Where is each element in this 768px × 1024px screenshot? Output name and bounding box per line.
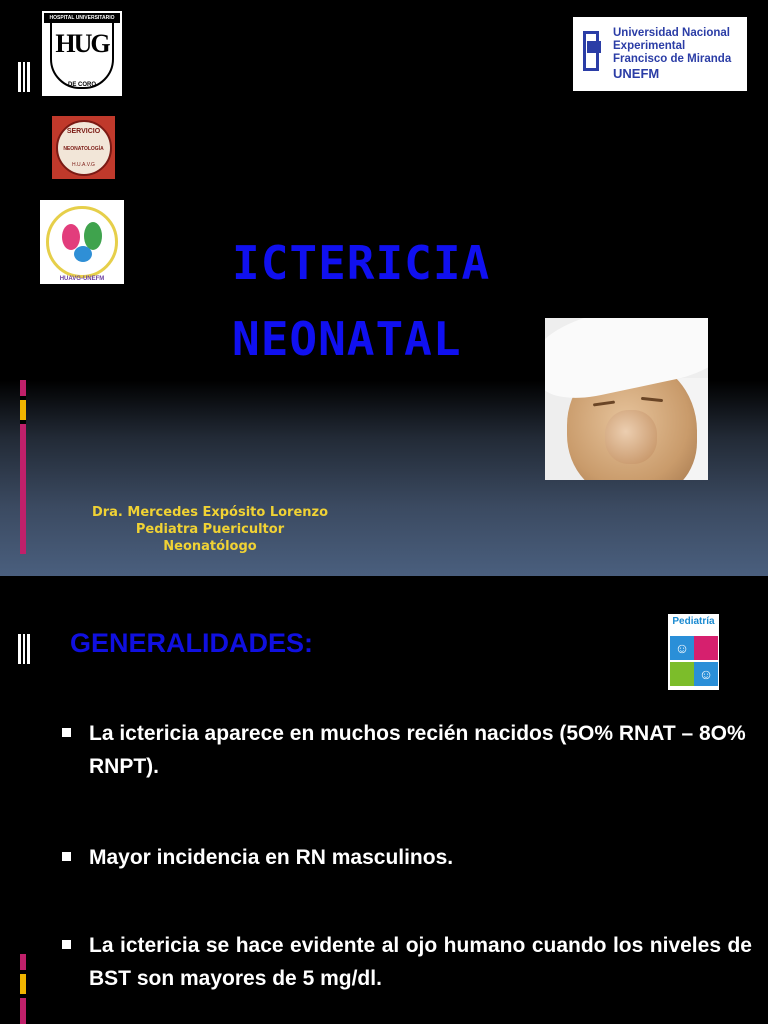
hospital-logo-mark: HUG: [55, 29, 109, 58]
hospital-logo-band: HOSPITAL UNIVERSITARIO: [44, 13, 120, 23]
slide-title-line-1: ICTERICIA: [232, 236, 491, 290]
child-icon: ☺: [694, 662, 718, 686]
unefm-line-3: Francisco de Miranda: [613, 53, 732, 65]
left-accent-strip: [20, 954, 26, 1024]
unefm-line-4: UNEFM: [613, 66, 660, 81]
list-item: [62, 717, 752, 783]
slide-edge-marker: [18, 62, 30, 92]
pediatria-logo: [668, 614, 719, 690]
postgrad-logo-caption: HUAVG-UNEFM: [59, 276, 105, 282]
section-heading: GENERALIDADES:: [70, 628, 314, 658]
neonatology-seal-middle: NEONATOLOGÍA: [63, 145, 104, 152]
hospital-logo: [42, 11, 122, 96]
list-item-text: Mayor incidencia en RN masculinos.: [89, 846, 454, 869]
slide-edge-marker: [18, 634, 30, 664]
unefm-logo: [573, 17, 747, 91]
bullet-square-icon: [62, 728, 71, 737]
color-block-icon: [670, 662, 694, 686]
author-name: Dra. Mercedes Expósito Lorenzo: [91, 505, 329, 520]
author-role-2: Neonatólogo: [163, 539, 257, 554]
postgrad-ring-icon: [46, 206, 118, 278]
list-item: [62, 929, 752, 995]
pediatrics-postgrad-logo: [40, 200, 124, 284]
neonatology-service-logo: [52, 116, 115, 179]
neonatology-seal-bottom: H.U.A.V.G: [72, 161, 95, 168]
generalities-slide: [0, 576, 768, 1024]
color-block-icon: [694, 636, 718, 660]
newborn-photo: [545, 318, 708, 480]
child-figure-icon: [62, 224, 80, 250]
list-item-text: La ictericia aparece en muchos recién nacidos (5O% RNAT – 8O% RNPT).: [89, 722, 746, 778]
child-figure-icon: [74, 246, 92, 262]
pediatria-logo-word: Pediatría: [672, 616, 715, 627]
unefm-line-2: Experimental: [613, 40, 686, 52]
list-item-text: La ictericia se hace evidente al ojo humano cuando los niveles de BST son mayores de 5 mg/dl.: [89, 934, 752, 990]
hospital-logo-subtitle: DE CORO: [67, 82, 96, 88]
unefm-line-1: Universidad Nacional: [613, 27, 730, 39]
list-item: [62, 841, 752, 874]
neonatology-seal-icon: [56, 120, 112, 176]
slide-title-line-2: NEONATAL: [232, 312, 462, 366]
neonatology-seal-top: SERVICIO: [66, 127, 101, 135]
unefm-emblem-block: [587, 41, 601, 53]
child-icon: ☺: [670, 636, 694, 660]
author-role-1: Pediatra Puericultor: [135, 522, 285, 537]
bullet-square-icon: [62, 940, 71, 949]
bullet-square-icon: [62, 852, 71, 861]
